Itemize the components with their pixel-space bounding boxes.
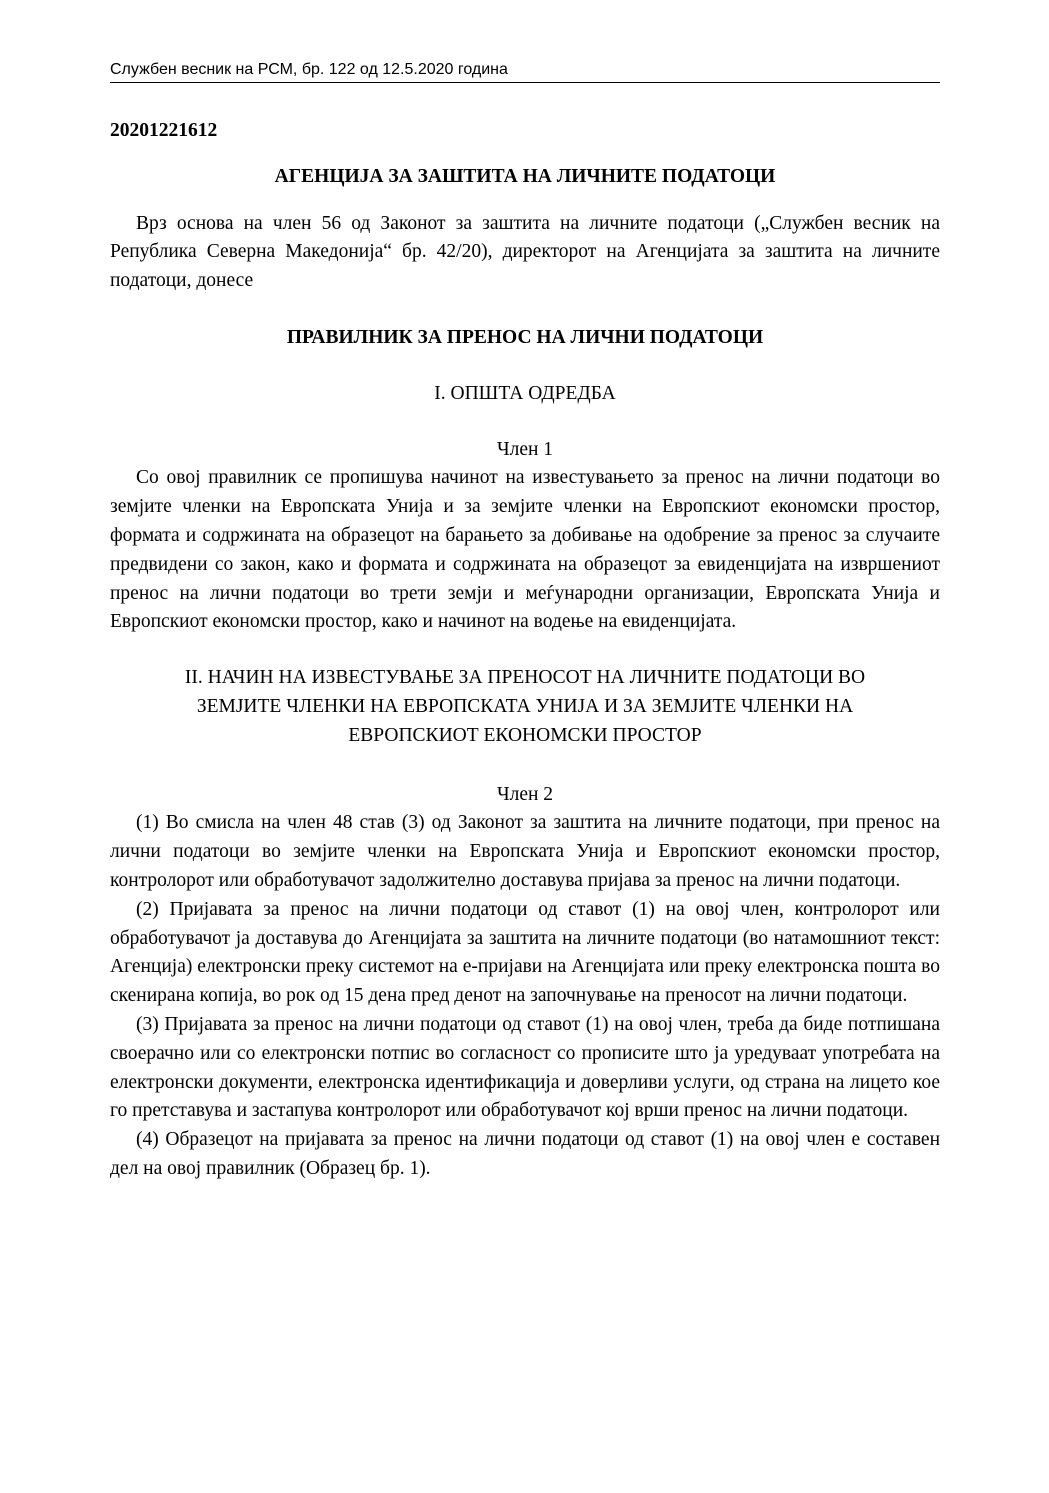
document-number: 20201221612 bbox=[110, 120, 218, 141]
article-2-paragraph: (3) Пријавата за пренос на лични податоци од ставот (1) на овој член, треба да биде потпишана своерачно или со електронски потпис во согласност со прописите што ја уредуваат употребата на електронски документи, електронска идентификација и доверливи услуги, од страна на лицето кое го претставува и застапува контролорот или обработувачот кој врши пренос на лични податоци. bbox=[110, 1013, 940, 1122]
article-2-label: Член 2 bbox=[496, 783, 554, 805]
agency-heading: АГЕНЦИЈА ЗА ЗАШТИТА НА ЛИЧНИТЕ ПОДАТОЦИ bbox=[274, 165, 776, 187]
section-2-heading-line: ЗЕМЈИТЕ ЧЛЕНКИ НА ЕВРОПСКАТА УНИЈА И ЗА ЗЕМЈИТЕ ЧЛЕНКИ НА bbox=[196, 695, 854, 717]
section-2-heading-line: ЕВРОПСКИОТ ЕКОНОМСКИ ПРОСТОР bbox=[348, 724, 702, 746]
intro-paragraph: Врз основа на член 56 од Законот за заштита на личните податоци („Службен весник на Република Северна Македонија“ бр. 42/20), директорот на Агенцијата за заштита на личните податоци, донесе bbox=[110, 212, 940, 292]
article-2-paragraph: (4) Образецот на пријавата за пренос на лични податоци од ставот (1) на овој член е составен дел на овој правилник (Образец бр. 1). bbox=[110, 1129, 940, 1179]
document-page bbox=[110, 60, 940, 1184]
section-2-heading-line: II. НАЧИН НА ИЗВЕСТУВАЊЕ ЗА ПРЕНОСОТ НА ЛИЧНИТЕ ПОДАТОЦИ ВО bbox=[184, 667, 866, 689]
section-2-heading bbox=[110, 664, 940, 750]
article-2-paragraph: (1) Во смисла на член 48 став (3) од Законот за заштита на личните податоци, при пренос на лични податоци во земјите членки на Европската Унија и Европскиот економски простор, контролорот или обработувачот задолжително доставува пријава за пренос на лични податоци. bbox=[110, 812, 940, 891]
document-title: ПРАВИЛНИК ЗА ПРЕНОС НА ЛИЧНИ ПОДАТОЦИ bbox=[286, 326, 764, 348]
article-2-paragraph: (2) Пријавата за пренос на лични податоци од ставот (1) на овој член, контролорот или обработувачот ја доставува до Агенцијата за заштита на личните податоци (во натамошниот текст: Агенција) електронски преку системот на е-пријави на Агенцијата или преку електронска пошта во скенирана копија, во рок од 15 дена пред денот на започнување на преносот на лични податоци. bbox=[110, 898, 940, 1007]
gazette-header: Службен весник на РСМ, бр. 122 од 12.5.2020 година bbox=[110, 60, 940, 83]
article-1-label: Член 1 bbox=[496, 438, 554, 460]
section-1-heading: I. ОПШТА ОДРЕДБА bbox=[434, 382, 616, 404]
article-1-text: Со овој правилник се пропишува начинот на известувањето за пренос на лични податоци во земјите членки на Европската Унија и за земјите членки на Европскиот економски простор, формата и содржината на образецот на барањето за добивање на одобрение за пренос за случаите предвидени со закон, како и формата и содржината на образецот за евиденцијата на извршениот пренос на лични податоци во трети земји и меѓународни организации, Европската Унија и Европскиот економски простор, како и начинот на водење на евиденцијата. bbox=[110, 467, 940, 633]
